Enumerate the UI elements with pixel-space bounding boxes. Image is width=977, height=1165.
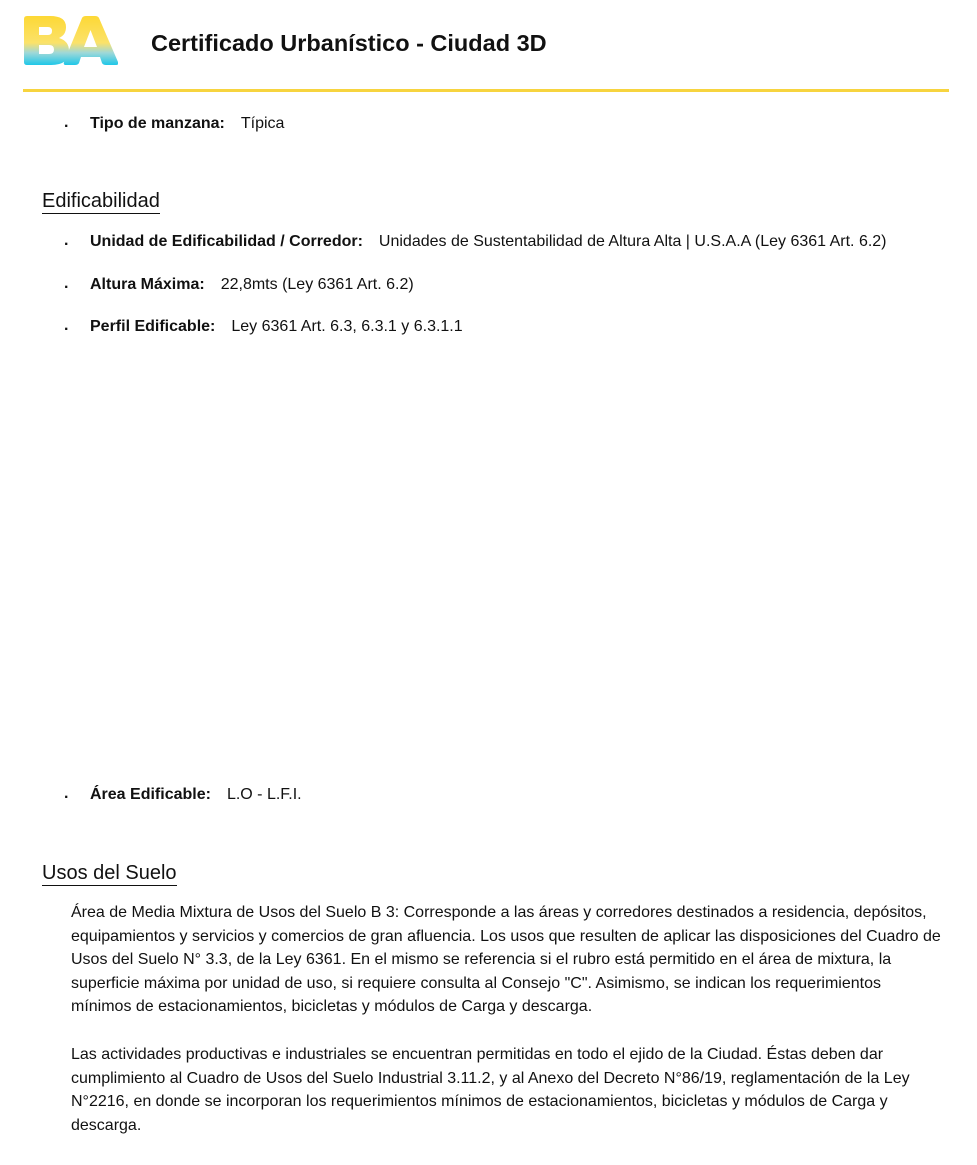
page-title: Certificado Urbanístico - Ciudad 3D xyxy=(151,30,547,56)
altura-maxima-label: Altura Máxima: xyxy=(90,276,205,293)
area-edificable-row xyxy=(90,786,302,804)
edificabilidad-heading: Edificabilidad xyxy=(42,190,160,212)
area-edificable-value: L.O - L.F.I. xyxy=(226,786,302,803)
unidad-edificabilidad-value: Unidades de Sustentabilidad de Altura Alta | U.S.A.A (Ley 6361 Art. 6.2) xyxy=(378,233,887,250)
unidad-edificabilidad-label: Unidad de Edificabilidad / Corredor: xyxy=(90,233,363,250)
altura-maxima-value: 22,8mts (Ley 6361 Art. 6.2) xyxy=(220,276,414,293)
perfil-edificable-row xyxy=(90,318,463,336)
bullet-marker: . xyxy=(64,785,69,802)
tipo-manzana-row xyxy=(90,115,284,133)
area-edificable-label: Área Edificable: xyxy=(90,786,211,803)
unidad-edificabilidad-row xyxy=(90,233,887,251)
tipo-manzana-value: Típica xyxy=(240,115,285,132)
usos-paragraph: Las actividades productivas e industriales se encuentran permitidas en todo el ejido de la Ciudad. Éstas deben dar cumplimiento al Cuadro de Usos del Suelo Industrial 3.11.2, y al Anexo del Decreto N°86/19, reglamentación de la Ley N°2216, en donde se incorporan los requerimientos mínimos de estacionamientos, bicicletas y módulos de Carga y descarga. xyxy=(71,1046,910,1134)
ba-logo xyxy=(24,16,118,66)
perfil-edificable-value: Ley 6361 Art. 6.3, 6.3.1 y 6.3.1.1 xyxy=(231,318,463,335)
bullet-marker: . xyxy=(64,232,69,249)
perfil-edificable-label: Perfil Edificable: xyxy=(90,318,216,335)
bullet-marker: . xyxy=(64,275,69,292)
usos-suelo-heading: Usos del Suelo xyxy=(42,862,177,884)
page-header xyxy=(0,0,977,95)
header-divider xyxy=(23,89,949,92)
bullet-marker: . xyxy=(64,317,69,334)
usos-paragraph: Área de Media Mixtura de Usos del Suelo B 3: Corresponde a las áreas y corredores destinados a residencia, depósitos, equipamientos y servicios y comercios de gran afluencia. Los usos que resulten de aplicar las disposiciones del Cuadro de Usos del Suelo N° 3.3, de la Ley 6361. En el mismo se referencia si el rubro está permitido en el área de mixtura, la superficie máxima por unidad de uso, si requiere consulta al Consejo "C". Asimismo, se indican los requerimientos mínimos de estacionamientos, bicicletas y módulos de Carga y descarga. xyxy=(71,904,941,1016)
altura-maxima-row xyxy=(90,276,414,294)
tipo-manzana-label: Tipo de manzana: xyxy=(90,115,225,132)
bullet-marker: . xyxy=(64,114,69,131)
